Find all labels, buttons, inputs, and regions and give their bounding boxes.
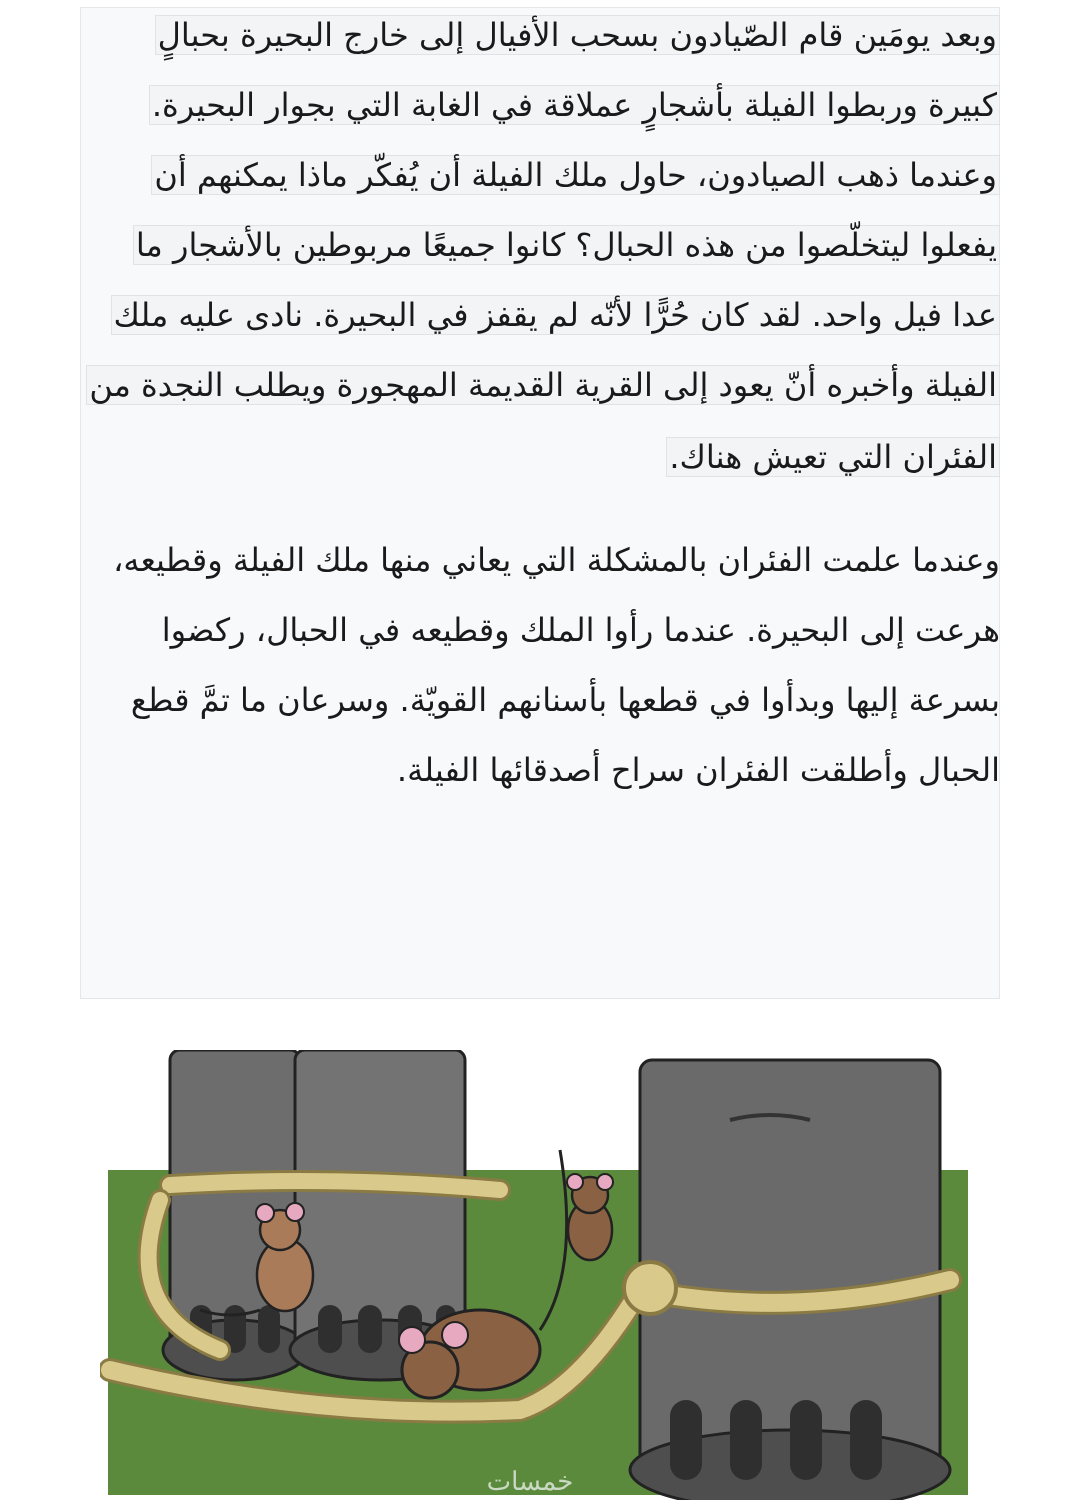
story-line: هرعت إلى البحيرة. عندما رأوا الملك وقطيعه في الحبال، ركضوا	[161, 611, 1000, 649]
mouse-on-rope	[567, 1174, 613, 1260]
story-line: الفيلة وأخبره أنّ يعود إلى القرية القديمة المهجورة ويطلب النجدة من	[86, 360, 1000, 410]
story-line: وبعد يومَين قام الصّيادون بسحب الأفيال إلى خارج البحيرة بحبالٍ	[155, 10, 1000, 60]
story-line: كبيرة وربطوا الفيلة بأشجارٍ عملاقة في الغابة التي بجوار البحيرة.	[149, 80, 1000, 130]
story-line: يفعلوا ليتخلّصوا من هذه الحبال؟ كانوا جميعًا مربوطين بالأشجار ما	[133, 220, 1000, 270]
story-line: بسرعة إليها وبدأوا في قطعها بأسنانهم القويّة. وسرعان ما تمَّ قطع	[130, 681, 1000, 719]
watermark: خمسات	[486, 1466, 574, 1496]
story-line: الفئران التي تعيش هناك.	[666, 432, 1000, 482]
story-line: الحبال وأطلقت الفئران سراح أصدقائها الفيلة.	[396, 751, 1000, 789]
story-illustration	[100, 1050, 980, 1500]
story-line: وعندما علمت الفئران بالمشكلة التي يعاني منها ملك الفيلة وقطيعه،	[113, 541, 1000, 579]
story-line: عدا فيل واحد. لقد كان حُرًّا لأنّه لم يقفز في البحيرة. نادى عليه ملك	[111, 290, 1000, 340]
story-line: وعندما ذهب الصيادون، حاول ملك الفيلة أن يُفكّر ماذا يمكنهم أن	[151, 150, 1000, 200]
